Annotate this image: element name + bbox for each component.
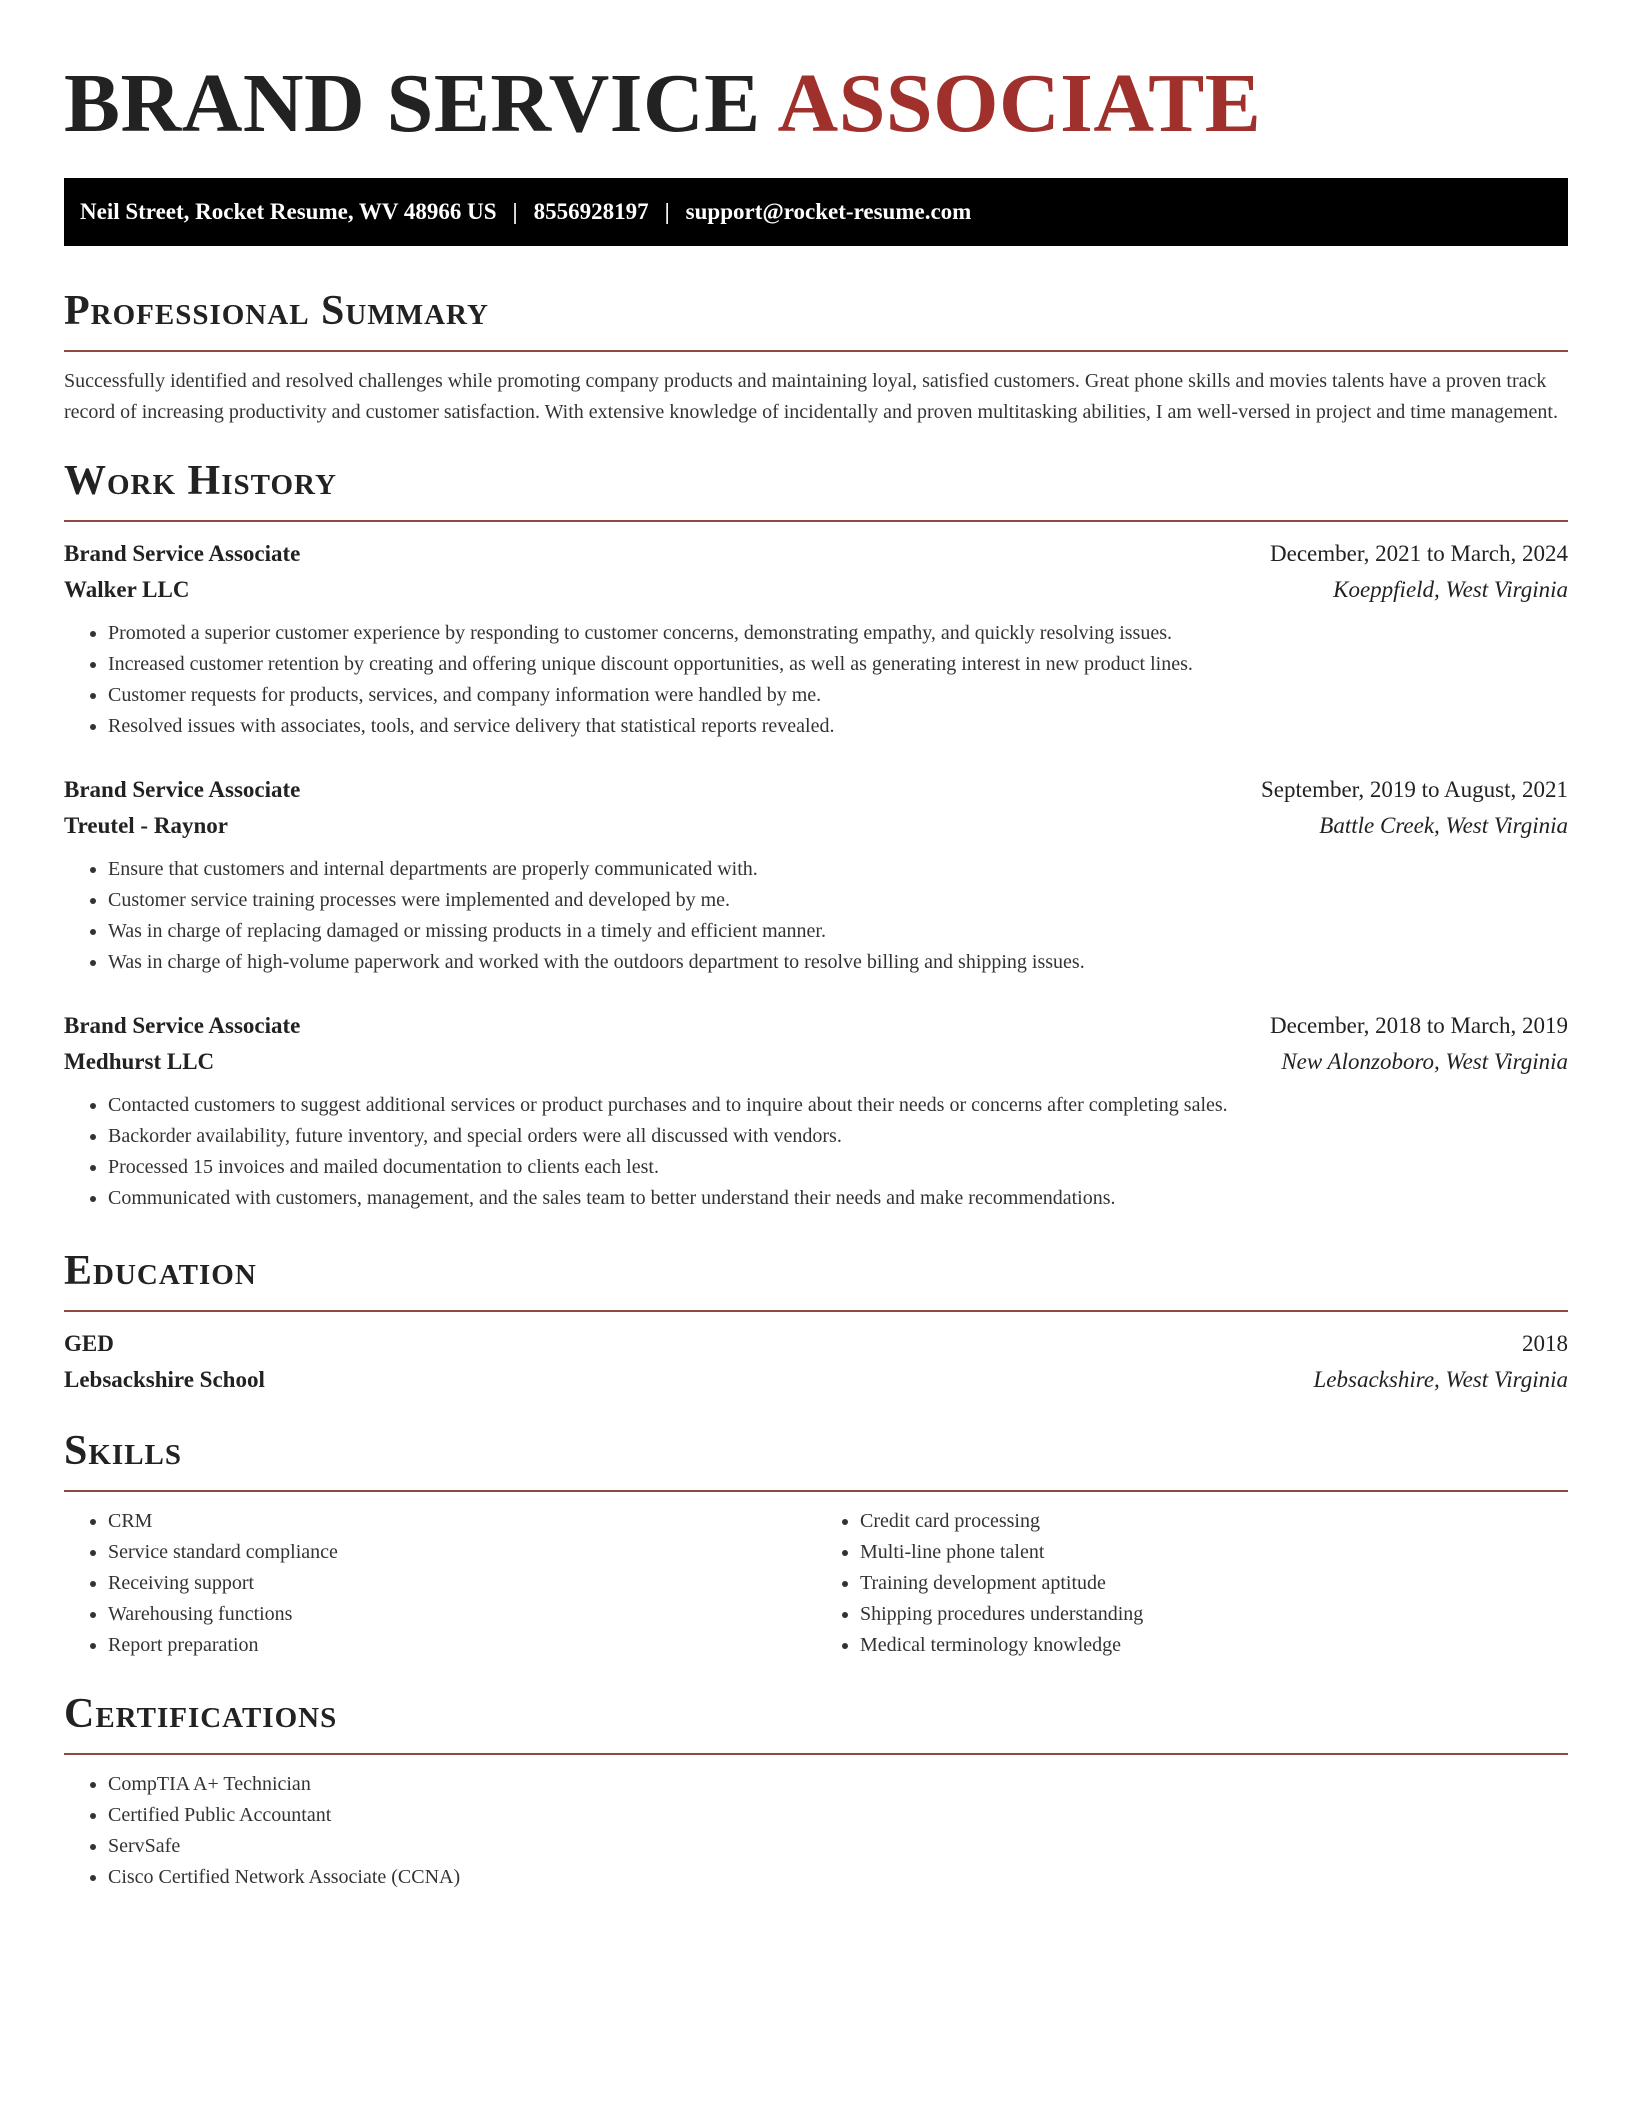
contact-separator: | [664, 199, 670, 224]
job-bullet: • Customer requests for products, services, and company information were handled by me. [108, 680, 1568, 711]
section-heading-skills: Skills [64, 1424, 1568, 1492]
job-location: Battle Creek, West Virginia [1319, 813, 1568, 838]
job-bullet: • Resolved issues with associates, tools, and service delivery that statistical reports revealed. [108, 711, 1568, 742]
job-entry [64, 1008, 1568, 1214]
job-bullet: • Was in charge of high-volume paperwork and worked with the outdoors department to resolve billing and shipping issues. [108, 947, 1568, 978]
section-heading-work-history: Work History [64, 454, 1568, 522]
skills-list-right [816, 1506, 1568, 1661]
job-company: Treutel - Raynor [64, 813, 228, 838]
job-bullets [64, 1090, 1568, 1214]
job-bullet: • Contacted customers to suggest additional services or product purchases and to inquire about their needs or concerns after completing sales. [108, 1090, 1568, 1121]
skill-item: • Shipping procedures understanding [860, 1599, 1568, 1630]
certification-item: • CompTIA A+ Technician [108, 1769, 1568, 1800]
section-heading-certifications: Certifications [64, 1687, 1568, 1755]
job-company: Walker LLC [64, 577, 190, 602]
summary-section [64, 284, 1568, 428]
title-accent: ASSOCIATE [777, 57, 1262, 150]
job-title: Brand Service Associate [64, 1013, 301, 1038]
skill-item: • Receiving support [108, 1568, 816, 1599]
certification-item: • Certified Public Accountant [108, 1800, 1568, 1831]
education-section [64, 1244, 1568, 1398]
resume-title [64, 0, 1568, 154]
title-main: BRAND SERVICE [64, 57, 761, 150]
skill-item: • Medical terminology knowledge [860, 1630, 1568, 1661]
job-title: Brand Service Associate [64, 541, 301, 566]
job-dates: December, 2021 to March, 2024 [1270, 541, 1568, 566]
job-bullet: • Processed 15 invoices and mailed documentation to clients each lest. [108, 1152, 1568, 1183]
job-company: Medhurst LLC [64, 1049, 215, 1074]
education-degree: GED [64, 1331, 114, 1356]
skill-item: • Training development aptitude [860, 1568, 1568, 1599]
skill-item: • Multi-line phone talent [860, 1537, 1568, 1568]
skill-item: • Credit card processing [860, 1506, 1568, 1537]
job-bullet: • Increased customer retention by creating and offering unique discount opportunities, as well as generating interest in new product lines. [108, 649, 1568, 680]
job-bullet: • Ensure that customers and internal departments are properly communicated with. [108, 854, 1568, 885]
skills-list-left [64, 1506, 816, 1661]
work-history-section [64, 454, 1568, 1214]
section-heading-education: Education [64, 1244, 1568, 1312]
section-heading-summary: Professional Summary [64, 284, 1568, 352]
job-bullet: • Customer service training processes were implemented and developed by me. [108, 885, 1568, 916]
job-title: Brand Service Associate [64, 777, 301, 802]
job-bullets [64, 618, 1568, 742]
certifications-section [64, 1687, 1568, 1893]
job-bullet: • Was in charge of replacing damaged or missing products in a timely and efficient manner. [108, 916, 1568, 947]
summary-text: Successfully identified and resolved challenges while promoting company products and maintaining loyal, satisfied customers. Great phone skills and movies talents have a proven track record of increasing productivity and customer satisfaction. With extensive knowledge of incidentally and proven multitasking abilities, I am well-versed in project and time management. [64, 370, 1558, 423]
skill-item: • CRM [108, 1506, 816, 1537]
job-bullet: • Backorder availability, future inventory, and special orders were all discussed with vendors. [108, 1121, 1568, 1152]
contact-separator: | [512, 199, 518, 224]
job-location: Koeppfield, West Virginia [1333, 577, 1568, 602]
job-dates: December, 2018 to March, 2019 [1270, 1013, 1568, 1038]
contact-phone[interactable]: 8556928197 [533, 199, 649, 224]
education-school: Lebsackshire School [64, 1367, 265, 1392]
skill-item: • Report preparation [108, 1630, 816, 1661]
skill-item: • Service standard compliance [108, 1537, 816, 1568]
job-entry [64, 772, 1568, 978]
certification-item: • Cisco Certified Network Associate (CCNA) [108, 1862, 1568, 1893]
job-bullets [64, 854, 1568, 978]
certification-item: • ServSafe [108, 1831, 1568, 1862]
job-bullet: • Promoted a superior customer experience by responding to customer concerns, demonstrating empathy, and quickly resolving issues. [108, 618, 1568, 649]
education-location: Lebsackshire, West Virginia [1313, 1367, 1568, 1392]
education-year: 2018 [1522, 1331, 1568, 1356]
contact-address: Neil Street, Rocket Resume, WV 48966 US [80, 199, 497, 224]
contact-bar [64, 178, 1568, 246]
job-entry [64, 536, 1568, 742]
job-dates: September, 2019 to August, 2021 [1260, 777, 1568, 802]
job-bullet: • Communicated with customers, management, and the sales team to better understand their needs and make recommendations. [108, 1183, 1568, 1214]
skills-section [64, 1424, 1568, 1661]
skill-item: • Warehousing functions [108, 1599, 816, 1630]
contact-email[interactable]: support@rocket-resume.com [685, 199, 972, 224]
job-location: New Alonzoboro, West Virginia [1281, 1049, 1568, 1074]
certifications-list [64, 1769, 1568, 1893]
